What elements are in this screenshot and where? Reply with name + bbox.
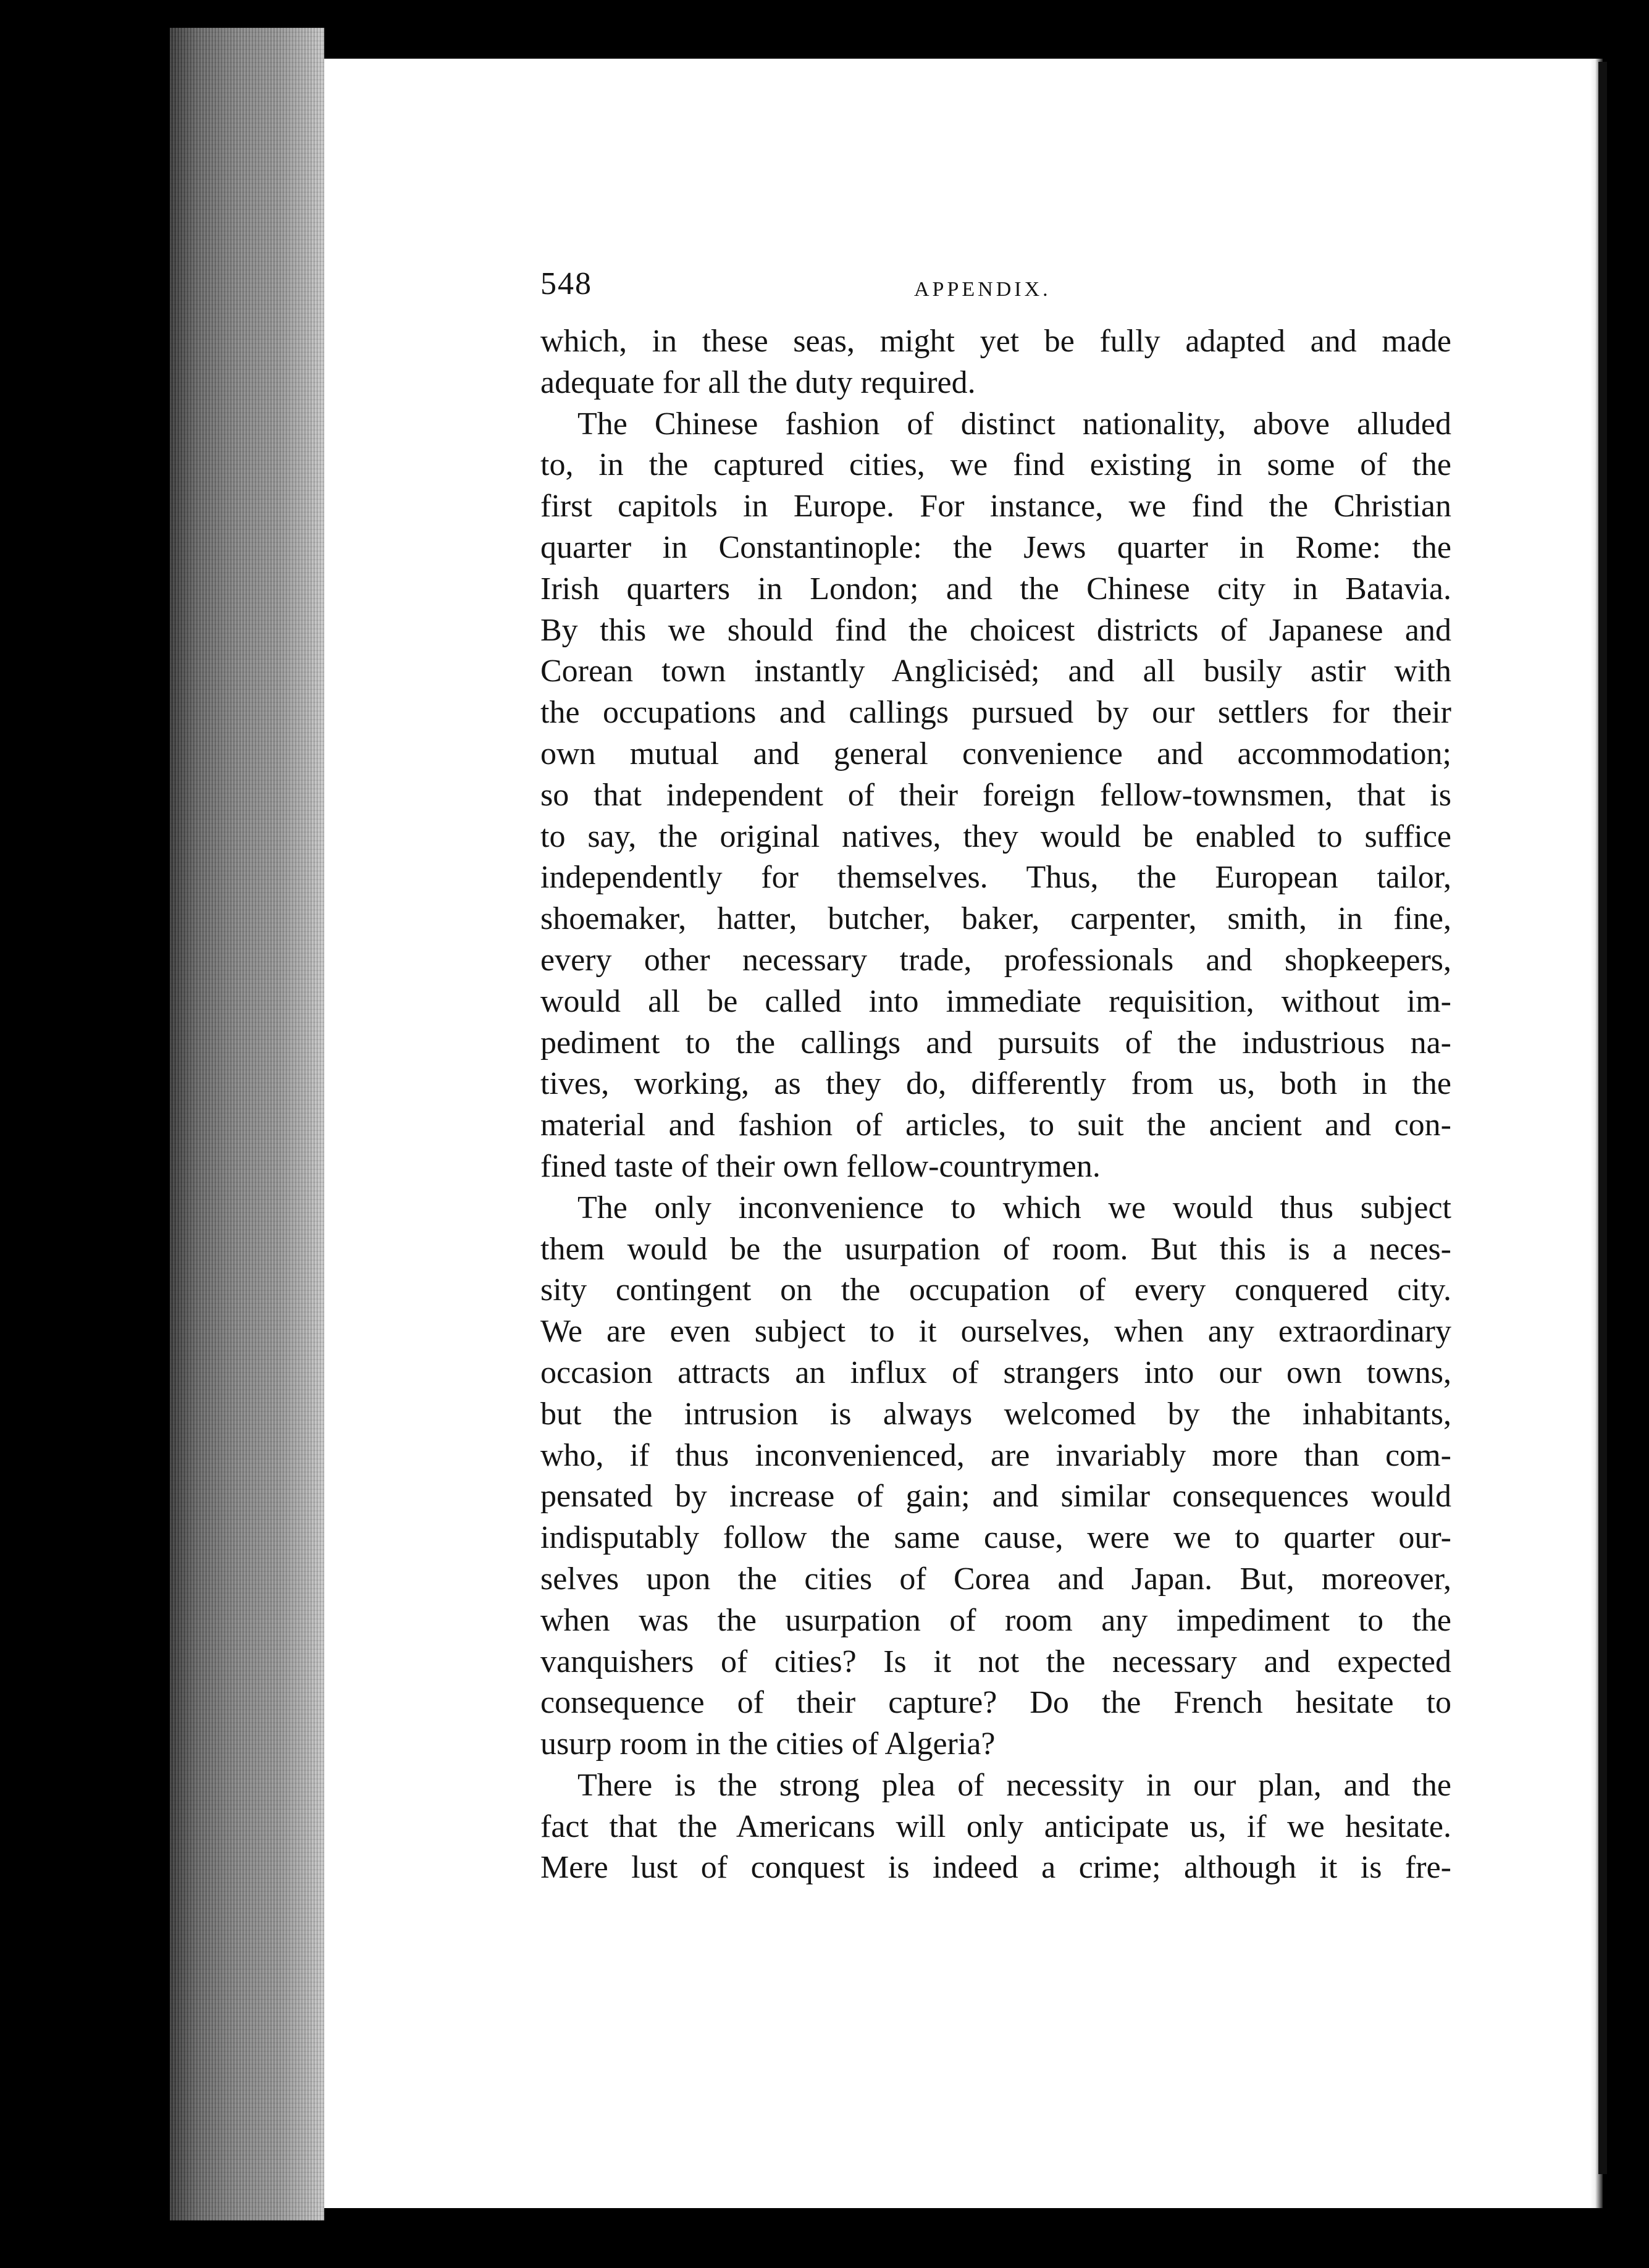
book-page-edge [170, 28, 324, 2220]
text-line: the occupations and callings pursued by our settlers for their [540, 695, 1451, 731]
text-line: pensated by increase of gain; and similar consequences would [540, 1479, 1451, 1514]
page-header [540, 266, 1451, 321]
text-line: every other necessary trade, professionals and shopkeepers, [540, 942, 1451, 978]
text-line: independently for themselves. Thus, the European tailor, [540, 860, 1451, 896]
text-line: to say, the original natives, they would be enabled to suffice [540, 818, 1451, 854]
text-line: but the intrusion is always welcomed by the inhabitants, [540, 1396, 1451, 1432]
text-line: quarter in Constantinople: the Jews quarter in Rome: the [540, 529, 1451, 565]
text-line: first capitols in Europe. For instance, we find the Christian [540, 489, 1451, 524]
text-line: We are even subject to it ourselves, when any extraordinary [540, 1314, 1451, 1350]
text-line: There is the strong plea of necessity in our plan, and the [577, 1767, 1451, 1803]
body-text [540, 321, 1451, 1889]
text-line: when was the usurpation of room any impediment to the [540, 1602, 1451, 1638]
text-line: indisputably follow the same cause, were we to quarter our- [540, 1520, 1451, 1556]
paragraph [540, 404, 1451, 1188]
text-line: material and fashion of articles, to suit the ancient and con- [540, 1107, 1451, 1143]
paragraph [540, 1765, 1451, 1889]
page-number: 548 [540, 266, 592, 301]
running-head: APPENDIX. [914, 278, 1051, 301]
text-line: consequence of their capture? Do the French hesitate to [540, 1685, 1451, 1721]
page-text-block [540, 266, 1451, 1889]
paragraph [540, 1188, 1451, 1765]
text-line: sity contingent on the occupation of every conquered city. [540, 1272, 1451, 1308]
text-line: occasion attracts an influx of strangers into our own towns, [540, 1354, 1451, 1390]
text-line: would all be called into immediate requisition, without im- [540, 983, 1451, 1019]
page-right-edge [1598, 62, 1607, 2174]
text-line: who, if thus inconvenienced, are invariably more than com- [540, 1437, 1451, 1473]
text-line: shoemaker, hatter, butcher, baker, carpenter, smith, in fine, [540, 901, 1451, 937]
text-line: selves upon the cities of Corea and Japan. But, moreover, [540, 1561, 1451, 1597]
text-line: fined taste of their own fellow-countrymen. [540, 1148, 1101, 1184]
text-line: fact that the Americans will only anticipate us, if we hesitate. [540, 1808, 1451, 1844]
text-line: them would be the usurpation of room. But this is a neces- [540, 1231, 1451, 1267]
text-line: By this we should find the choicest districts of Japanese and [540, 612, 1451, 648]
text-line: adequate for all the duty required. [540, 364, 976, 400]
text-line: tives, working, as they do, differently from us, both in the [540, 1066, 1451, 1102]
text-line: Irish quarters in London; and the Chinese city in Batavia. [540, 571, 1451, 607]
text-line: vanquishers of cities? Is it not the necessary and expected [540, 1644, 1451, 1679]
text-line: The only inconvenience to which we would thus subject [577, 1190, 1451, 1225]
paragraph [540, 321, 1451, 404]
text-line: Mere lust of conquest is indeed a crime; although it is fre- [540, 1850, 1451, 1886]
text-line: to, in the captured cities, we find existing in some of the [540, 447, 1451, 483]
text-line: Corean town instantly Anglicisėd; and all busily astir with [540, 653, 1451, 689]
text-line: pediment to the callings and pursuits of the industrious na- [540, 1025, 1451, 1060]
text-line: so that independent of their foreign fellow-townsmen, that is [540, 777, 1451, 813]
text-line: The Chinese fashion of distinct nationality, above alluded [577, 406, 1451, 442]
text-line: own mutual and general convenience and accommodation; [540, 736, 1451, 771]
text-line: which, in these seas, might yet be fully adapted and made [540, 324, 1451, 359]
text-line: usurp room in the cities of Algeria? [540, 1726, 996, 1762]
